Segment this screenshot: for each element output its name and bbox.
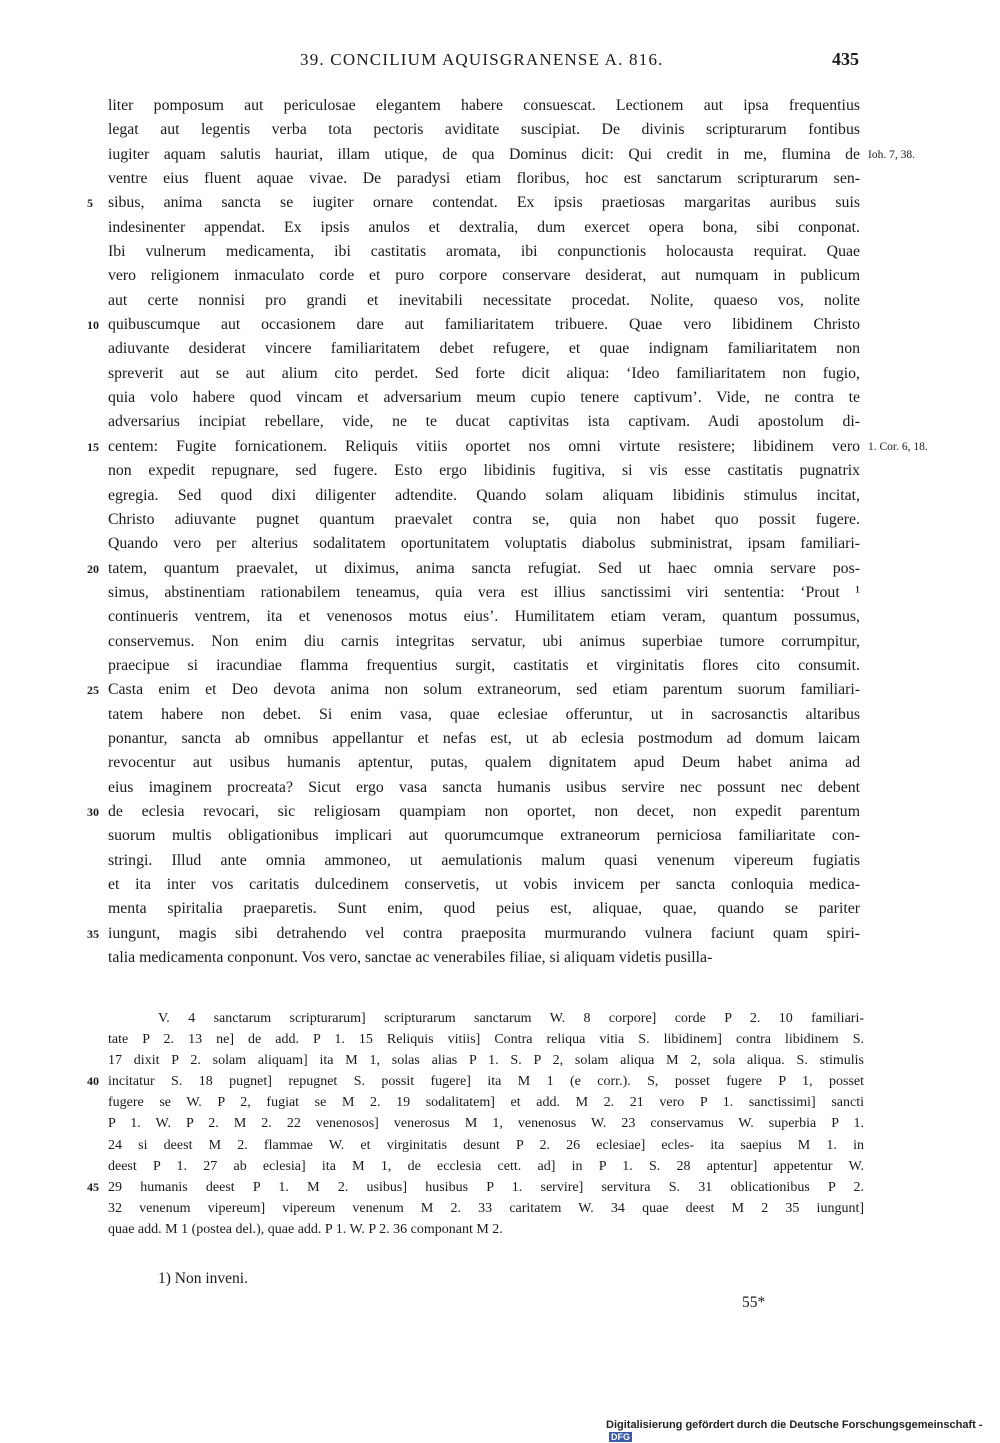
text-line — [108, 94, 860, 118]
apparatus-text: 32 venenum vipereum] vipereum venenum M 2. 33 caritatem W. 34 quae deest M 2 35 iungunt] — [108, 1200, 864, 1216]
line-text: centem: Fugite fornicationem. Reliquis vitiis oportet nos omni virtute resistere; libidinem vero — [108, 437, 860, 455]
text-line — [108, 410, 860, 434]
text-line — [108, 581, 860, 605]
line-text: talia medicamenta conponunt. Vos vero, sanctae ac venerabiles filiae, si aliquam videtis pusilla- — [108, 949, 713, 967]
line-text: egregia. Sed quod dixi diligenter adtendite. Quando solam aliquam libidinis stimulus incitat, — [108, 486, 860, 504]
text-line — [87, 435, 928, 459]
text-line — [108, 873, 860, 897]
line-text: tatem habere non debet. Si enim vasa, quae eclesiae offeruntur, ut in sacrosanctis altaribus — [108, 705, 860, 723]
text-line — [108, 484, 860, 508]
line-number: 30 — [87, 804, 99, 819]
line-number: 40 — [87, 1074, 99, 1089]
line-number: 20 — [87, 561, 99, 576]
dfg-logo: DFG — [611, 1432, 630, 1442]
text-line — [108, 532, 860, 556]
line-text: quibuscumque aut occasionem dare aut familiaritatem tribuere. Quae vero libidinem Christo — [108, 316, 860, 334]
apparatus-text: V. 4 sanctarum scripturarum] scripturarum sanctarum W. 8 corpore] corde P 2. 10 familiari- — [158, 1011, 864, 1026]
digitization-credit — [606, 1419, 1000, 1443]
line-text: adiuvante desiderat vincere familiaritatem debet refugere, et quae indignam familiaritatem non — [108, 340, 860, 358]
line-text: eius imaginem procreata? Sicut ergo vasa sancta humanis usibus servire nec possunt nec debent — [108, 778, 860, 796]
line-text: vero religionem inmaculato corde et puro corpore conservare desiderat, aut numquam in publicum — [108, 267, 860, 285]
apparatus-line — [108, 1029, 864, 1050]
apparatus-text: 29 humanis deest P 1. M 2. usibus] husibus P 1. servire] servitura S. 31 oblicationibus P 2. — [108, 1179, 864, 1195]
text-line — [108, 654, 860, 678]
text-line — [108, 386, 860, 410]
text-line — [108, 605, 860, 629]
apparatus-line — [87, 1177, 864, 1198]
apparatus-text: P 1. W. P 2. M 2. 22 venenosos] venerosus M 1, venenosus W. 23 conservamus W. superbia P 1. — [108, 1116, 864, 1132]
margin-reference: Ioh. 7, 38. — [868, 148, 915, 161]
line-text: revocentur aut usibus humanis aptentur, putas, qualem dignitatem apud Deum habet anima ad — [108, 754, 860, 772]
line-text: adversarius incipiat rebellare, vide, ne te ducat captivitas ista captivam. Audi apostolum di- — [108, 413, 860, 431]
line-text: de eclesia revocari, sic religiosam quampiam non oportet, non decet, non expedit parentum — [108, 802, 860, 820]
apparatus-line — [108, 1050, 864, 1071]
text-line — [108, 240, 860, 264]
page-number: 435 — [832, 49, 859, 69]
apparatus-text: 24 si deest M 2. flammae W. et virginitatis desunt P 2. 26 eclesiae] ecles- ita saepius M 1. in — [108, 1137, 864, 1153]
text-line — [87, 557, 860, 581]
apparatus-text: incitatur S. 18 pugnet] repugnet S. possit fugere] ita M 1 (e corr.). S, posset fugere P 1, posset — [108, 1074, 864, 1090]
line-text: praecipue si iracundiae flamma frequentius surgit, castitatis et virginitatis flores cito consumit. — [108, 656, 860, 674]
line-text: suorum multis obligationibus implicari aut quorumcumque extraneorum perniciosa familiaritate con- — [108, 827, 860, 845]
apparatus-text: 17 dixit P 2. solam aliquam] ita M 1, solas alias P 1. S. P 2, solam aliqua M 2, sola aliqua. S. stimulis — [108, 1053, 864, 1069]
line-text: ventre eius fluent aquae vivae. De paradysi etiam floribus, hoc est sanctarum scripturarum sen- — [108, 170, 860, 188]
text-line — [108, 751, 860, 775]
line-text: stringi. Illud ante omnia ammoneo, ut aemulationis malum quasi venenum vipereum fugiatis — [108, 851, 860, 869]
line-number: 10 — [87, 318, 99, 333]
line-text: non expedit repugnare, sed fugere. Esto ergo libidinis fugitiva, si vis esse castitatis pugnatrix — [108, 462, 860, 480]
apparatus-line — [108, 1198, 864, 1219]
line-text: conservemus. Non enim diu carnis integritas servatur, ubi animus superbiae tumore corrumpitur, — [108, 632, 860, 650]
line-text: simus, abstinentiam rationabilem teneamus, quia vera est illius sanctissimi viri sententia: ‘Prout ¹ — [108, 583, 860, 601]
text-line — [108, 703, 860, 727]
text-line — [87, 313, 860, 337]
line-text: Christo adiuvante pugnet quantum praevalet contra se, quia non habet quo possit fugere. — [108, 510, 860, 528]
text-line — [108, 824, 860, 848]
line-text: menta spiritalia praeparetis. Sunt enim, quod peius est, aliquae, quae, quando se pariter — [108, 900, 860, 918]
apparatus-line — [108, 1008, 864, 1029]
line-text: Quando vero per alterius sodalitatem oportunitatem voluptatis diabolus subministrat, ipsam familiari- — [108, 535, 860, 553]
text-line — [108, 508, 860, 532]
apparatus-line — [108, 1156, 864, 1177]
footnote: 1) Non inveni. — [158, 1270, 248, 1287]
line-text: tatem, quantum praevalet, ut diximus, anima sancta refugiat. Sed ut haec omnia servare pos- — [108, 559, 860, 577]
apparatus-text: tate P 2. 13 ne] de add. P 1. 15 Reliquis vitiis] Contra reliqua vitia S. libidinem] contra libidinem S. — [108, 1032, 864, 1048]
line-number: 45 — [87, 1179, 99, 1194]
text-line — [108, 143, 915, 167]
line-text: aut certe nonnisi pro grandi et inevitabili necessitate procedat. Nolite, quaeso vos, nolite — [108, 291, 860, 309]
apparatus-line — [108, 1219, 864, 1240]
line-text: iungunt, magis sibi detrahendo vel contra praeposita murmurando vulnera faciunt quam spiri- — [108, 924, 860, 942]
line-text: iugiter aquam salutis hauriat, illam utique, de qua Dominus dicit: Qui credit in me, flumina de — [108, 145, 860, 163]
text-line — [108, 167, 860, 191]
text-line — [108, 459, 860, 483]
line-text: liter pomposum aut periculosae elegantem habere consuescat. Lectionem aut ipsa frequentius — [108, 97, 860, 114]
line-text: sibus, anima sancta se iugiter ornare contendat. Ex ipsis praetiosas margaritas auribus suis — [108, 194, 860, 212]
line-number: 25 — [87, 683, 99, 698]
text-line — [87, 800, 860, 824]
apparatus-text: fugere se W. P 2, fugiat se M 2. 19 sodalitatem] et add. M 2. 21 vero P 1. sanctissimi] sancti — [108, 1095, 864, 1111]
main-text — [87, 94, 928, 970]
text-line — [108, 630, 860, 654]
apparatus-line — [108, 1113, 864, 1134]
text-line — [108, 337, 860, 361]
text-line — [108, 289, 860, 313]
apparatus-line — [87, 1071, 864, 1092]
text-line — [108, 216, 860, 240]
apparatus-line — [108, 1092, 864, 1113]
line-text: continueris ventrem, ita et venenosos motus eius’. Humilitatem etiam veram, quantum possumus, — [108, 608, 860, 626]
text-line — [108, 118, 860, 142]
line-text: indesinenter appendat. Ex ipsis anulos et dextralia, dum exercet opera bona, sibi conponat. — [108, 218, 860, 236]
line-number: 5 — [87, 196, 93, 211]
text-line — [108, 264, 860, 288]
line-text: ponantur, sancta ab omnibus appellantur et nefas est, ut ab eclesia postmodum ad domum laicam — [108, 729, 860, 747]
text-line — [108, 362, 860, 386]
line-text: et ita inter vos caritatis dulcedinem conservetis, ut vobis invicem per sancta conloquia medica- — [108, 876, 860, 893]
credit-text: Digitalisierung gefördert durch die Deutsche Forschungsgemeinschaft - — [606, 1419, 983, 1431]
line-text: legat aut legentis verba tota pectoris aviditate suscipiat. De divinis scripturarum fontibus — [108, 121, 860, 139]
line-number: 35 — [87, 926, 99, 941]
line-text: Casta enim et Deo devota anima non solum extraneorum, sed etiam parentum suorum familiari- — [108, 681, 860, 699]
text-line — [87, 191, 860, 215]
text-line — [108, 849, 860, 873]
line-text: Ibi vulnerum medicamenta, ibi castitatis aromata, ibi conpunctionis holocausta requirat. Quae — [108, 243, 860, 261]
signature-mark: 55* — [742, 1294, 766, 1311]
text-line — [108, 727, 860, 751]
running-header: 39. CONCILIUM AQUISGRANENSE A. 816. — [300, 50, 664, 69]
text-line — [108, 946, 860, 970]
text-line — [108, 897, 860, 921]
apparatus-text: quae add. M 1 (postea del.), quae add. P 1. W. P 2. 36 componant M 2. — [108, 1221, 503, 1237]
text-line — [87, 922, 860, 946]
margin-reference: 1. Cor. 6, 18. — [868, 440, 928, 453]
text-line — [108, 776, 860, 800]
apparatus-line — [108, 1135, 864, 1156]
line-text: spreverit aut se aut alium cito perdet. Sed forte dicit aliqua: ‘Ideo familiaritatem non fugio, — [108, 364, 860, 382]
apparatus-text: deest P 1. 27 ab eclesia] ita M 1, de ecclesia cett. ad] in P 1. S. 28 aptentur] appetentur W. — [108, 1158, 864, 1174]
line-number: 15 — [87, 439, 99, 454]
critical-apparatus — [87, 1008, 864, 1240]
line-text: quia volo habere quod vincam et adversarium meum cupio tenere captivum’. Vide, ne contra te — [108, 389, 860, 407]
text-line — [87, 678, 860, 702]
